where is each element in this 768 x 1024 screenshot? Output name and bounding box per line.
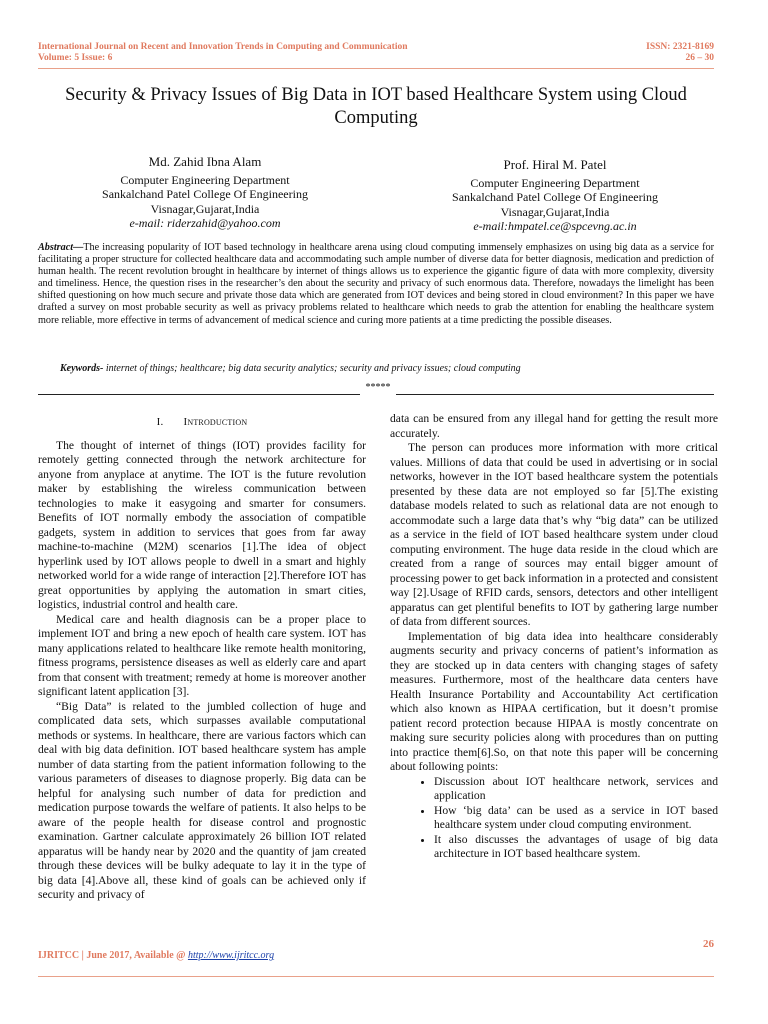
author-department: Computer Engineering Department [470,175,640,190]
paragraph-continuation: data can be ensured from any illegal hand for getting the result more accurately. [390,412,718,440]
left-column [38,412,366,903]
author-name: Prof. Hiral M. Patel [503,157,607,172]
author-email: e-mail: riderzahid@yahoo.com [129,216,281,230]
author-location: Visnagar,Gujarat,India [150,201,260,216]
author-block-1 [80,155,330,231]
bullet-list [390,775,718,862]
journal-issn: ISSN: 2321-8169 [646,42,714,52]
separator-stars: ***** [365,382,391,393]
paragraph: “Big Data” is related to the jumbled collection of huge and complicated data sets, which surpasses available computational methods or systems. In healthcare, there are various factors which can deal with big data definition. IOT based healthcare system has ample number of data starting from the patient information following to the various parameters of diseases to diagnose properly. Big data can be helpful for analysing such number of data for prediction and medication purpose towards the welfare of patients. It also helps to be aware of the people health for disease control and prognostic examination. Gartner calculate approximately 26 billion IOT related apparatus will be handy near by 2020 and the quantity of jam created through these devices will be bulky adequate to lay it in the type of big data [4].Above all, these kind of goals can be achieved only if security and privacy of [38,699,366,901]
abstract [38,242,714,327]
author-college: Sankalchand Patel College Of Engineering [452,190,658,204]
footer-link[interactable]: http://www.ijritcc.org [187,950,275,961]
abstract-text: The increasing popularity of IOT based technology in healthcare arena using cloud computing immensely emphasizes on using big data as a service for facilitating a proper structure for collected healthcare data and accommodating such ample number of diverse data for better diagnosis, medication and prediction of human health. The recent revolution brought in healthcare by internet of things allows us to experience the gigantic figure of data with more complexity, diversity and timeliness. Hence, the question rises in the researcher’s den about the security and privacy of such enormous data. Therefore, nowadays the limelight has been shifted questioning on how much secure and private those data which are generated from IOT devices and being stored in cloud environment? In this paper we have drafted a survey on most probable security as well as privacy problems related to healthcare which needs to grab the attention for enabling the healthcare system more reliable, more effective in terms of advancement of medical science and curing more patients at a time predicting the possible diseases. [38,242,714,326]
footer-text: IJRITCC | June 2017, Available @ [38,950,188,961]
footer-rule [38,976,714,977]
journal-volume: Volume: 5 Issue: 6 [38,53,113,63]
journal-pages: 26 – 30 [685,53,714,63]
bullet-item: • It also discusses the advantages of usage of big data architecture in IOT based healthcare system. [434,833,718,862]
bullet-item: • Discussion about IOT healthcare network, services and application [434,775,718,804]
journal-ids [646,42,714,64]
author-college: Sankalchand Patel College Of Engineering [102,187,308,201]
page-number: 26 [703,938,714,950]
journal-name: International Journal on Recent and Innovation Trends in Computing and Communication [38,42,408,52]
author-department: Computer Engineering Department [120,172,290,187]
keywords-label: Keywords- [60,363,104,374]
page-footer [38,950,274,961]
section-number: I. [156,416,164,428]
section-heading [38,415,366,430]
section-title: Introduction [183,416,248,428]
paper-title: Security & Privacy Issues of Big Data in IOT based Healthcare System using Cloud Computing [65,85,687,128]
keywords [60,363,714,374]
author-name: Md. Zahid Ibna Alam [148,154,262,169]
journal-info [38,42,408,64]
paragraph: Medical care and health diagnosis can be a proper place to implement IOT and bring a new epoch of health care system. IOT has many applications related to healthcare like remote health monitoring, fitness programs, persistence diseases as well as elderly care and apart from that consent with treatment; remedy at home is moreover another significant latent application [3]. [38,612,366,698]
bullet-item: • How ‘big data’ can be used as a service in IOT based healthcare system under cloud computing environment. [434,804,718,833]
author-location: Visnagar,Gujarat,India [500,204,610,219]
abstract-label: Abstract— [38,242,84,253]
paragraph: Implementation of big data idea into healthcare considerably augments security and privacy concerns of patient’s information as they are stocked up in data centers with changing stages of safety measures. Furthermore, most of the healthcare data centers have Health Insurance Portability and Accountability Act certification which also known as HIPAA certification, but it doesn’t promise patient record protection because HIPAA is mostly concentrate on making sure security policies along with procedures than on putting into practice them[6].So, on that note this paper will be concerning about following points: [390,629,718,773]
keywords-text: internet of things; healthcare; big data security analytics; security and privacy issues; cloud computing [103,363,521,374]
paragraph: The thought of internet of things (IOT) provides facility for remotely getting connected through the network architecture for anyone from anyplace at anytime. The IOT is the future revolution maker by establishing the wireless communication between technologies to make it easygoing and smarter for consumers. Benefits of IOT normally embody the association of compatible gadgets, system in addition to services that goes from far away machine-to-machine (M2M) scenarios [1].The idea of object hyperlink used by IOT allows people to dwell in a smart and highly networked world for a wide range of interaction [2].Therefore IOT has great opportunities by applying the automation in smart cities, logistics, industrial control and health care. [38,438,366,611]
author-block-2 [430,158,680,234]
right-column [390,412,718,862]
paragraph: The person can produces more information with more critical values. Millions of data that could be used in advertising or in social networks, however in the IOT based healthcare system the potentials presented by these data are not employed so far [5].The existing database models related to such as relational data are not enough to accommodate such a large data that’s why “big data” can be utilized as a service in the field of IOT based healthcare system under cloud computing environment. The huge data reside in the cloud which are created from a range of sources may entail bigger amount of processing power to get back information in a protected and consistent way [2].Usage of RFID cards, sensors, detectors and other intelligent apparatus can get plentiful benefits to IOT by gathering large number of data from different sources. [390,441,718,628]
author-email: e-mail:hmpatel.ce@spcevng.ac.in [473,219,637,233]
separator-line-right [396,394,714,395]
separator-line-left [38,394,360,395]
header-rule [38,68,714,69]
section-separator [38,382,714,396]
